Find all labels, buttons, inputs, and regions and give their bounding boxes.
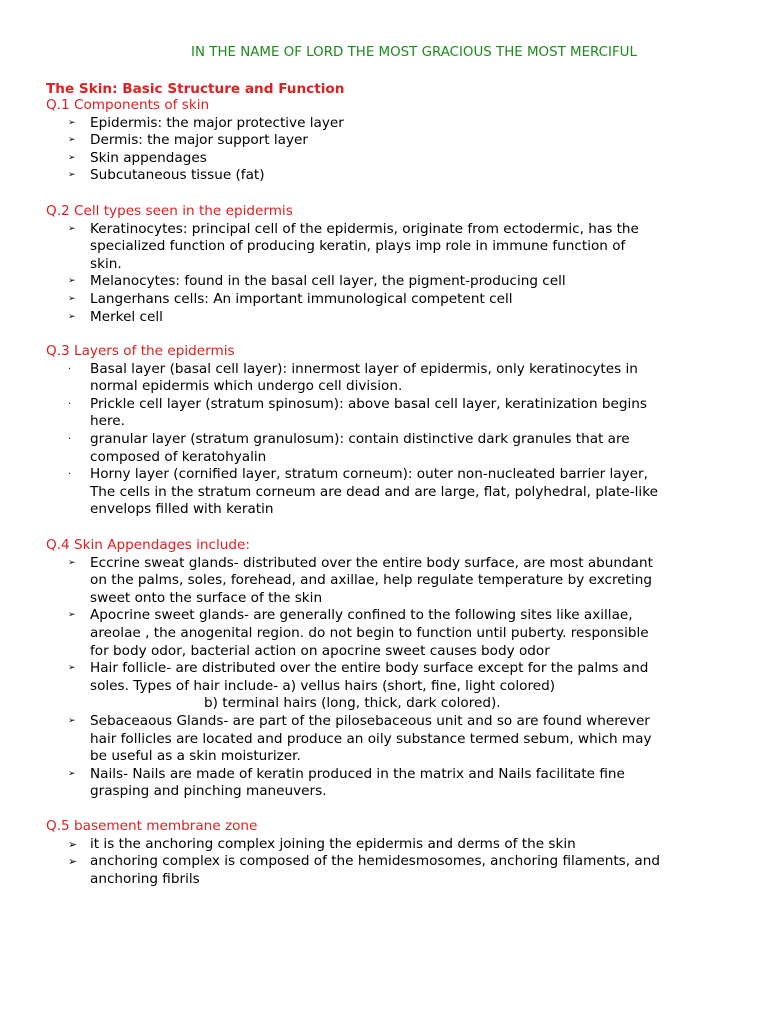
item-text-line: Basal layer (basal cell layer): innermost layer of epidermis, only keratinocytes in bbox=[90, 360, 638, 377]
section-heading: Q.2 Cell types seen in the epidermis bbox=[46, 203, 293, 219]
item-text-line: anchoring fibrils bbox=[90, 870, 200, 887]
section-q3 bbox=[46, 343, 736, 519]
list-item bbox=[46, 660, 736, 713]
bullet-marker-icon: ➢ bbox=[68, 663, 76, 674]
bullet-marker-icon: · bbox=[68, 433, 72, 445]
bullet-marker-icon: ➢ bbox=[68, 276, 76, 287]
bullet-list bbox=[46, 115, 736, 185]
list-item bbox=[46, 150, 736, 168]
item-text-line: envelops filled with keratin bbox=[90, 501, 274, 518]
list-item bbox=[46, 766, 736, 801]
item-text-line: The cells in the stratum corneum are dead and are large, flat, polyhedral, plate-like bbox=[90, 483, 658, 500]
section-heading: Q.1 Components of skin bbox=[46, 97, 210, 113]
item-text-line: Melanocytes: found in the basal cell layer, the pigment-producing cell bbox=[90, 273, 566, 290]
item-text-line: composed of keratohyalin bbox=[90, 448, 267, 465]
bullet-marker-icon: ➢ bbox=[68, 135, 76, 146]
document-title: The Skin: Basic Structure and Function bbox=[46, 81, 345, 97]
item-text-line: Hair follicle- are distributed over the entire body surface except for the palms and bbox=[90, 660, 649, 677]
item-text-line: Apocrine sweet glands- are generally confined to the following sites like axillae, bbox=[90, 607, 633, 624]
bullet-marker-icon: ➢ bbox=[68, 170, 76, 181]
item-text-line: areolae , the anogenital region. do not begin to function until puberty. responsible bbox=[90, 624, 649, 641]
bullet-marker-icon: ➢ bbox=[68, 768, 76, 779]
list-item bbox=[46, 273, 736, 291]
section-q2 bbox=[46, 203, 736, 326]
item-text-line: Horny layer (cornified layer, stratum corneum): outer non-nucleated barrier layer, bbox=[90, 466, 648, 483]
item-text-line: soles. Types of hair include- a) vellus hairs (short, fine, light colored) bbox=[90, 677, 556, 694]
item-text-line: skin. bbox=[90, 255, 122, 272]
item-text-line: Langerhans cells: An important immunological competent cell bbox=[90, 290, 513, 307]
item-text-line: Skin appendages bbox=[90, 149, 207, 166]
item-text-line: Dermis: the major support layer bbox=[90, 132, 309, 149]
bullet-marker-icon: ➢ bbox=[68, 557, 76, 568]
list-item bbox=[46, 221, 736, 274]
item-text-line: here. bbox=[90, 413, 125, 430]
bullet-marker-icon: ➢ bbox=[68, 152, 76, 163]
item-text-line: b) terminal hairs (long, thick, dark colored). bbox=[204, 695, 501, 712]
item-text-line: be useful as a skin moisturizer. bbox=[90, 748, 301, 765]
section-q4 bbox=[46, 537, 736, 801]
section-q1 bbox=[46, 97, 736, 185]
bullet-marker-icon: ➢ bbox=[68, 311, 76, 322]
item-text-line: Nails- Nails are made of keratin produced in the matrix and Nails facilitate fine bbox=[90, 765, 625, 782]
list-item bbox=[46, 607, 736, 660]
list-item bbox=[46, 309, 736, 327]
item-text-line: for body odor, bacterial action on apocrine sweet causes body odor bbox=[90, 642, 550, 659]
bullet-marker-icon: ➢ bbox=[68, 855, 78, 869]
item-text-line: grasping and pinching maneuvers. bbox=[90, 783, 327, 800]
section-heading: Q.3 Layers of the epidermis bbox=[46, 343, 235, 359]
list-item bbox=[46, 167, 736, 185]
item-text-line: anchoring complex is composed of the hemidesmosomes, anchoring filaments, and bbox=[90, 853, 660, 870]
list-item bbox=[46, 466, 736, 519]
item-text-line: on the palms, soles, forehead, and axillae, help regulate temperature by excreting bbox=[90, 572, 653, 589]
item-text-line: Epidermis: the major protective layer bbox=[90, 114, 344, 131]
item-text-line: Prickle cell layer (stratum spinosum): above basal cell layer, keratinization begins bbox=[90, 395, 647, 412]
list-item bbox=[46, 361, 736, 396]
bullet-marker-icon: ➢ bbox=[68, 223, 76, 234]
item-text-line: hair follicles are located and produce an oily substance termed sebum, which may bbox=[90, 730, 652, 747]
bullet-list bbox=[46, 555, 736, 801]
bullet-marker-icon: · bbox=[68, 469, 72, 481]
item-text-line: Subcutaneous tissue (fat) bbox=[90, 167, 265, 184]
item-text-line: granular layer (stratum granulosum): contain distinctive dark granules that are bbox=[90, 430, 630, 447]
bullet-list bbox=[46, 221, 736, 327]
section-heading: Q.4 Skin Appendages include: bbox=[46, 537, 250, 553]
bullet-marker-icon: ➢ bbox=[68, 293, 76, 304]
bullet-list bbox=[46, 361, 736, 519]
bullet-marker-icon: · bbox=[68, 363, 72, 375]
bullet-marker-icon: · bbox=[68, 398, 72, 410]
section-heading: Q.5 basement membrane zone bbox=[46, 818, 258, 834]
bullet-marker-icon: ➢ bbox=[68, 117, 76, 128]
list-item bbox=[46, 132, 736, 150]
list-item bbox=[46, 396, 736, 431]
bullet-list bbox=[46, 836, 736, 889]
item-text-line: specialized function of producing keratin, plays imp role in immune function of bbox=[90, 238, 626, 255]
item-text-line: it is the anchoring complex joining the epidermis and derms of the skin bbox=[90, 835, 576, 852]
list-item bbox=[46, 713, 736, 766]
bullet-marker-icon: ➢ bbox=[68, 610, 76, 621]
list-item bbox=[46, 115, 736, 133]
list-item bbox=[46, 291, 736, 309]
item-text-line: Keratinocytes: principal cell of the epidermis, originate from ectodermic, has the bbox=[90, 220, 639, 237]
banner: IN THE NAME OF LORD THE MOST GRACIOUS THE MOST MERCIFUL bbox=[191, 45, 637, 60]
item-text-line: Sebaceaous Glands- are part of the pilosebaceous unit and so are found wherever bbox=[90, 712, 650, 729]
bullet-marker-icon: ➢ bbox=[68, 715, 76, 726]
section-q5 bbox=[46, 818, 736, 888]
list-item bbox=[46, 555, 736, 608]
item-text-line: sweet onto the surface of the skin bbox=[90, 589, 323, 606]
item-text-line: Merkel cell bbox=[90, 308, 163, 325]
list-item bbox=[46, 836, 736, 854]
list-item bbox=[46, 853, 736, 888]
bullet-marker-icon: ➢ bbox=[68, 837, 78, 851]
list-item bbox=[46, 431, 736, 466]
item-text-line: Eccrine sweat glands- distributed over the entire body surface, are most abundant bbox=[90, 554, 653, 571]
item-text-line: normal epidermis which undergo cell division. bbox=[90, 378, 403, 395]
